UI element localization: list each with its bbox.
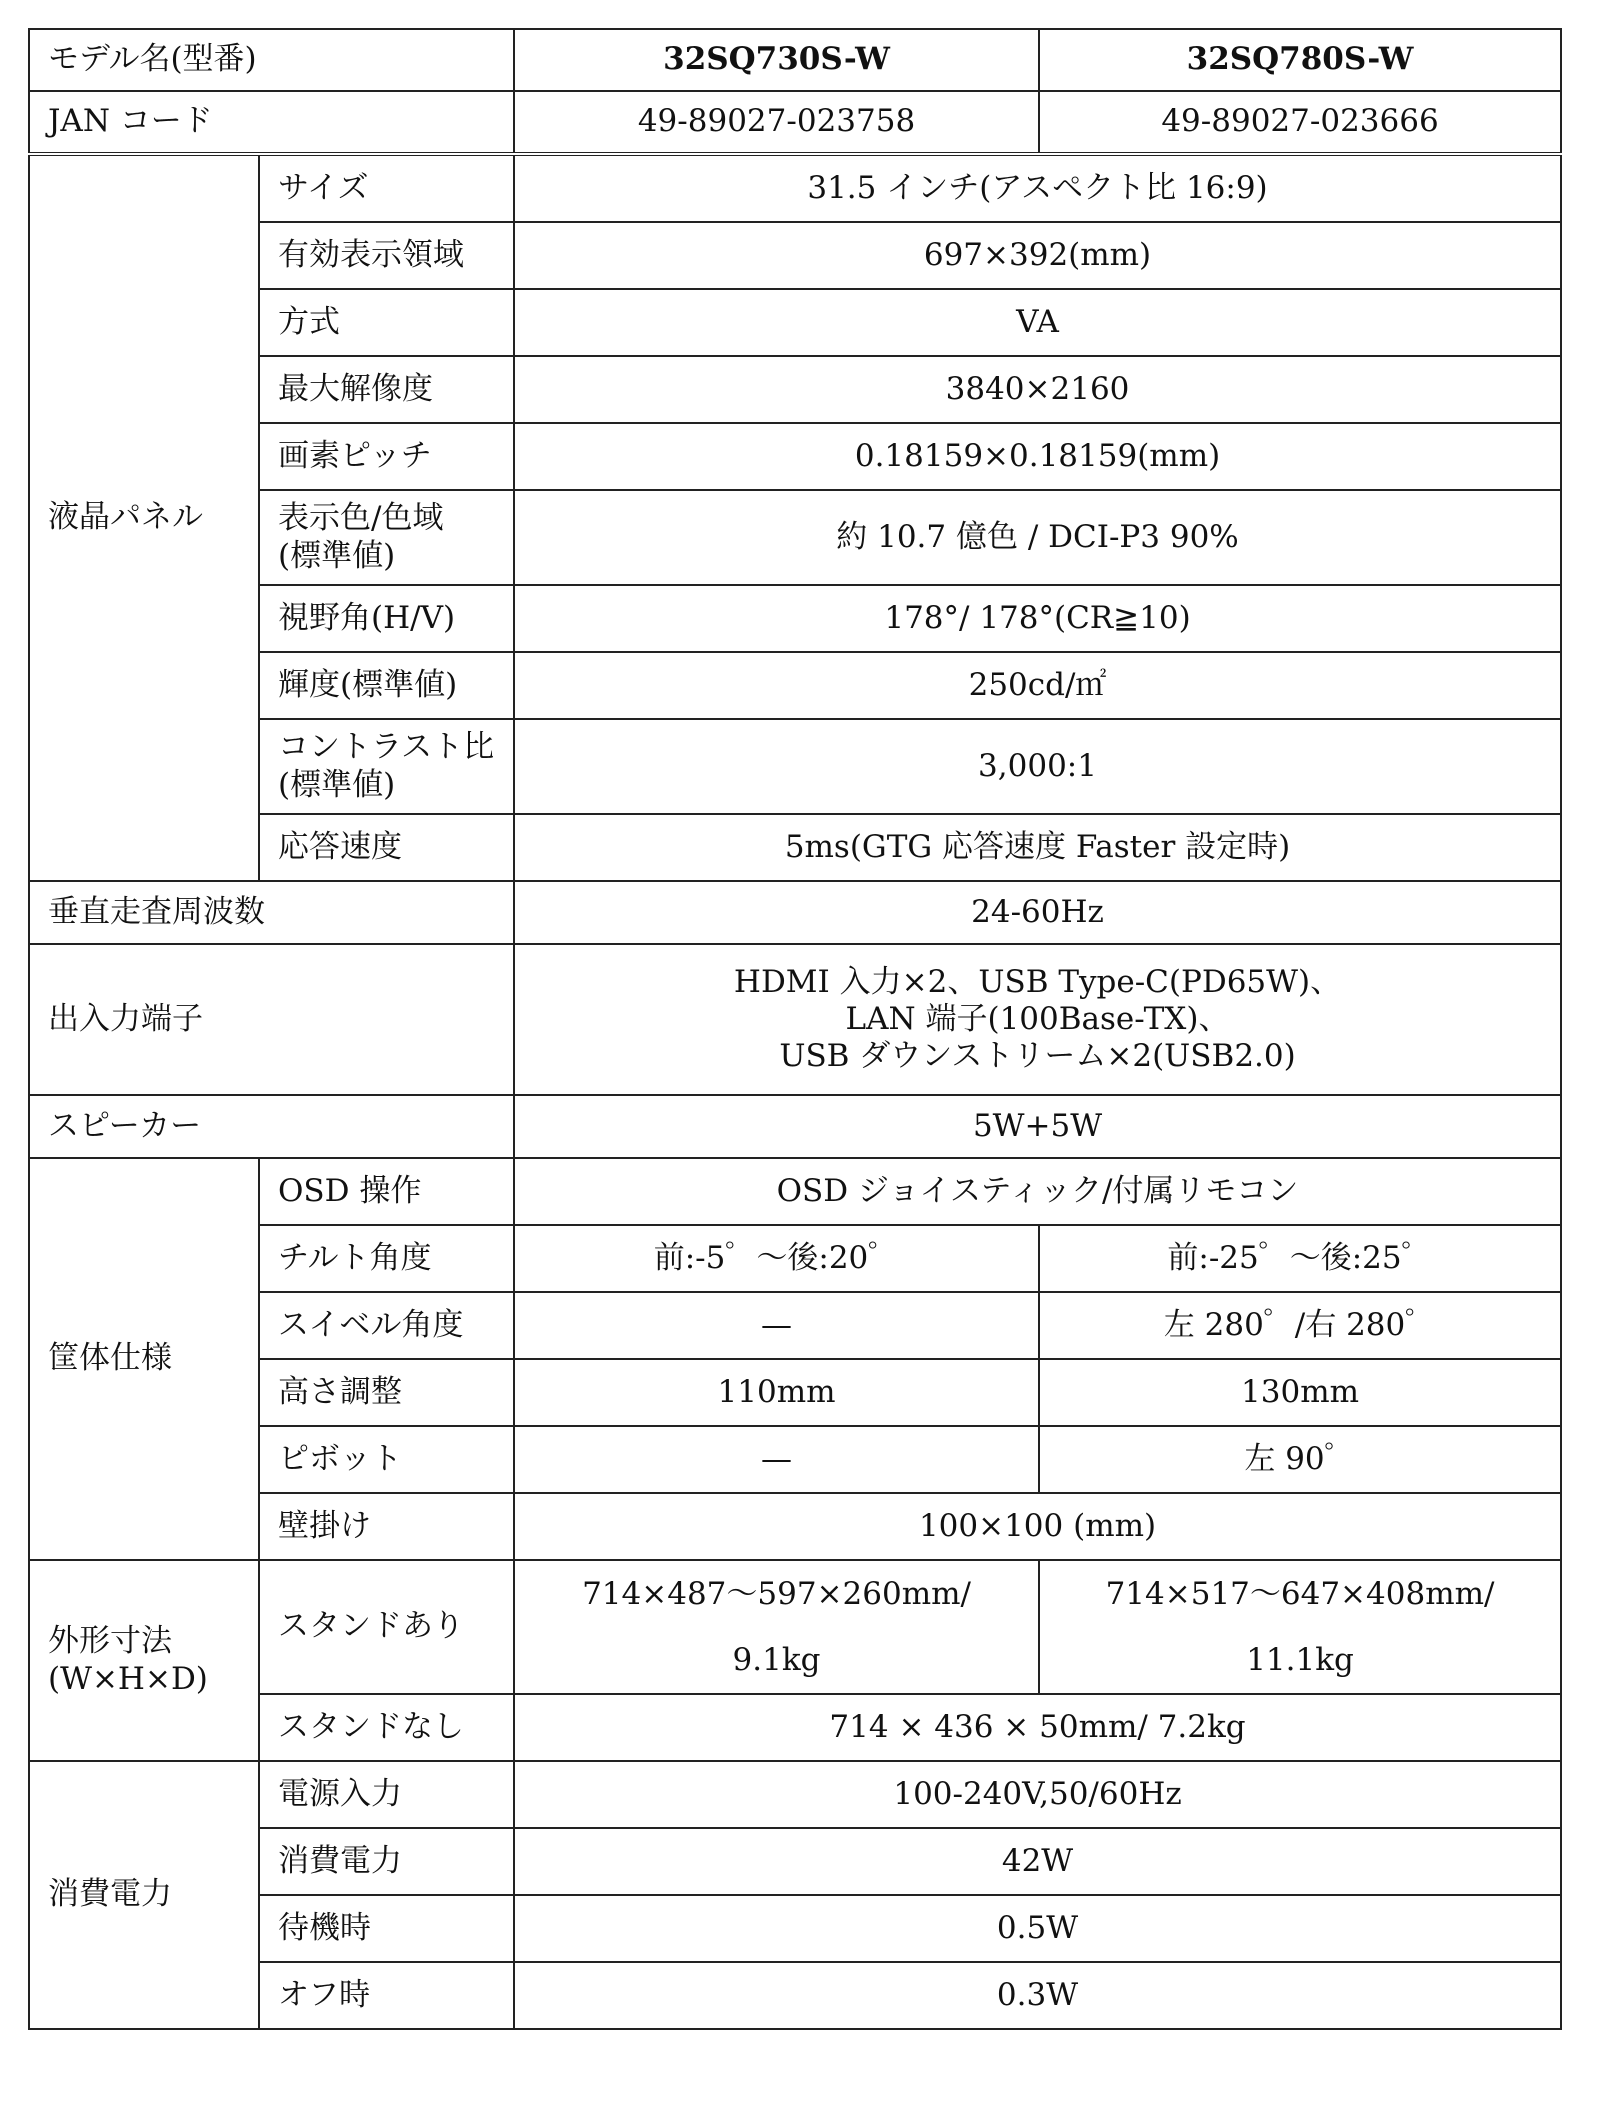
stand-a-line-1: 714×487〜597×260mm/ bbox=[582, 1576, 971, 1612]
osd-value: OSD ジョイスティック/付属リモコン bbox=[514, 1158, 1561, 1225]
table-row bbox=[29, 1359, 1561, 1426]
table-row bbox=[29, 652, 1561, 719]
jan-a: 49-89027-023758 bbox=[514, 91, 1039, 154]
table-row bbox=[29, 1426, 1561, 1493]
swivel-a: — bbox=[514, 1292, 1039, 1359]
power-input-value: 100-240V,50/60Hz bbox=[514, 1761, 1561, 1828]
table-row bbox=[29, 881, 1561, 944]
table-row bbox=[29, 1761, 1561, 1828]
viewing-label: 視野角(H/V) bbox=[259, 585, 514, 652]
chassis-group-label: 筐体仕様 bbox=[29, 1158, 259, 1560]
pivot-a: — bbox=[514, 1426, 1039, 1493]
size-label: サイズ bbox=[259, 154, 514, 222]
table-row bbox=[29, 1895, 1561, 1962]
panel-group-label: 液晶パネル bbox=[29, 154, 259, 881]
osd-label: OSD 操作 bbox=[259, 1158, 514, 1225]
height-label: 高さ調整 bbox=[259, 1359, 514, 1426]
vertical-freq-label: 垂直走査周波数 bbox=[29, 881, 514, 944]
table-row bbox=[29, 490, 1561, 585]
color-label-line-1: 表示色/色域 bbox=[278, 500, 444, 537]
table-row bbox=[29, 1158, 1561, 1225]
contrast-label bbox=[259, 719, 514, 814]
io-label: 出入力端子 bbox=[29, 944, 514, 1095]
tilt-a: 前:-5゜〜後:20゜ bbox=[514, 1225, 1039, 1292]
tilt-label: チルト角度 bbox=[259, 1225, 514, 1292]
table-row bbox=[29, 222, 1561, 289]
table-row bbox=[29, 1560, 1561, 1694]
power-input-label: 電源入力 bbox=[259, 1761, 514, 1828]
table-row bbox=[29, 289, 1561, 356]
table-row bbox=[29, 944, 1561, 1095]
color-label bbox=[259, 490, 514, 585]
color-label-line-2: (標準値) bbox=[278, 537, 396, 574]
io-line-3: USB ダウンストリーム×2(USB2.0) bbox=[779, 1038, 1296, 1075]
stand-b-line-2: 11.1kg bbox=[1246, 1642, 1354, 1678]
pitch-value: 0.18159×0.18159(mm) bbox=[514, 423, 1561, 490]
table-row bbox=[29, 814, 1561, 881]
table-row bbox=[29, 91, 1561, 154]
spec-table bbox=[28, 28, 1562, 2030]
power-group-label: 消費電力 bbox=[29, 1761, 259, 2029]
table-row bbox=[29, 1225, 1561, 1292]
nostand-label: スタンドなし bbox=[259, 1694, 514, 1761]
area-label: 有効表示領域 bbox=[259, 222, 514, 289]
resolution-label: 最大解像度 bbox=[259, 356, 514, 423]
model-label: モデル名(型番) bbox=[29, 29, 514, 91]
height-a: 110mm bbox=[514, 1359, 1039, 1426]
jan-b: 49-89027-023666 bbox=[1039, 91, 1561, 154]
power-consumption-value: 42W bbox=[514, 1828, 1561, 1895]
table-row bbox=[29, 1694, 1561, 1761]
io-value bbox=[514, 944, 1561, 1095]
table-row bbox=[29, 154, 1561, 222]
contrast-label-line-1: コントラスト比 bbox=[278, 729, 495, 766]
brightness-label: 輝度(標準値) bbox=[259, 652, 514, 719]
table-row bbox=[29, 1095, 1561, 1158]
response-label: 応答速度 bbox=[259, 814, 514, 881]
table-row bbox=[29, 719, 1561, 814]
height-b: 130mm bbox=[1039, 1359, 1561, 1426]
table-row bbox=[29, 423, 1561, 490]
stand-a bbox=[514, 1560, 1039, 1694]
type-label: 方式 bbox=[259, 289, 514, 356]
tilt-b: 前:-25゜〜後:25゜ bbox=[1039, 1225, 1561, 1292]
table-row bbox=[29, 1962, 1561, 2029]
wall-label: 壁掛け bbox=[259, 1493, 514, 1560]
type-value: VA bbox=[514, 289, 1561, 356]
io-line-2: LAN 端子(100Base-TX)、 bbox=[845, 1000, 1230, 1037]
table-row bbox=[29, 1828, 1561, 1895]
table-row bbox=[29, 1292, 1561, 1359]
contrast-value: 3,000:1 bbox=[514, 719, 1561, 814]
power-off-label: オフ時 bbox=[259, 1962, 514, 2029]
power-standby-label: 待機時 bbox=[259, 1895, 514, 1962]
speaker-label: スピーカー bbox=[29, 1095, 514, 1158]
pitch-label: 画素ピッチ bbox=[259, 423, 514, 490]
jan-label: JAN コード bbox=[29, 91, 514, 154]
stand-label: スタンドあり bbox=[259, 1560, 514, 1694]
stand-b-line-1: 714×517〜647×408mm/ bbox=[1105, 1576, 1495, 1612]
response-value: 5ms(GTG 応答速度 Faster 設定時) bbox=[514, 814, 1561, 881]
viewing-value: 178°/ 178°(CR≧10) bbox=[514, 585, 1561, 652]
dimensions-label-line-2: (W×H×D) bbox=[48, 1660, 208, 1697]
pivot-label: ピボット bbox=[259, 1426, 514, 1493]
pivot-b: 左 90゜ bbox=[1039, 1426, 1561, 1493]
table-row bbox=[29, 29, 1561, 91]
power-standby-value: 0.5W bbox=[514, 1895, 1561, 1962]
stand-b bbox=[1039, 1560, 1561, 1694]
power-consumption-label: 消費電力 bbox=[259, 1828, 514, 1895]
vertical-freq-value: 24-60Hz bbox=[514, 881, 1561, 944]
nostand-value: 714 × 436 × 50mm/ 7.2kg bbox=[514, 1694, 1561, 1761]
model-a: 32SQ730S-W bbox=[514, 29, 1039, 91]
power-off-value: 0.3W bbox=[514, 1962, 1561, 2029]
table-row bbox=[29, 356, 1561, 423]
dimensions-group-label bbox=[29, 1560, 259, 1761]
area-value: 697×392(mm) bbox=[514, 222, 1561, 289]
wall-value: 100×100 (mm) bbox=[514, 1493, 1561, 1560]
io-line-1: HDMI 入力×2、USB Type-C(PD65W)、 bbox=[733, 963, 1342, 1000]
resolution-value: 3840×2160 bbox=[514, 356, 1561, 423]
table-row bbox=[29, 585, 1561, 652]
swivel-label: スイベル角度 bbox=[259, 1292, 514, 1359]
brightness-value: 250cd/㎡ bbox=[514, 652, 1561, 719]
table-row bbox=[29, 1493, 1561, 1560]
model-b: 32SQ780S-W bbox=[1039, 29, 1561, 91]
color-value: 約 10.7 億色 / DCI-P3 90% bbox=[514, 490, 1561, 585]
swivel-b: 左 280゜/右 280゜ bbox=[1039, 1292, 1561, 1359]
contrast-label-line-2: (標準値) bbox=[278, 766, 396, 803]
dimensions-label-line-1: 外形寸法 bbox=[48, 1623, 172, 1660]
stand-a-line-2: 9.1kg bbox=[732, 1642, 821, 1678]
size-value: 31.5 インチ(アスペクト比 16:9) bbox=[514, 154, 1561, 222]
speaker-value: 5W+5W bbox=[514, 1095, 1561, 1158]
